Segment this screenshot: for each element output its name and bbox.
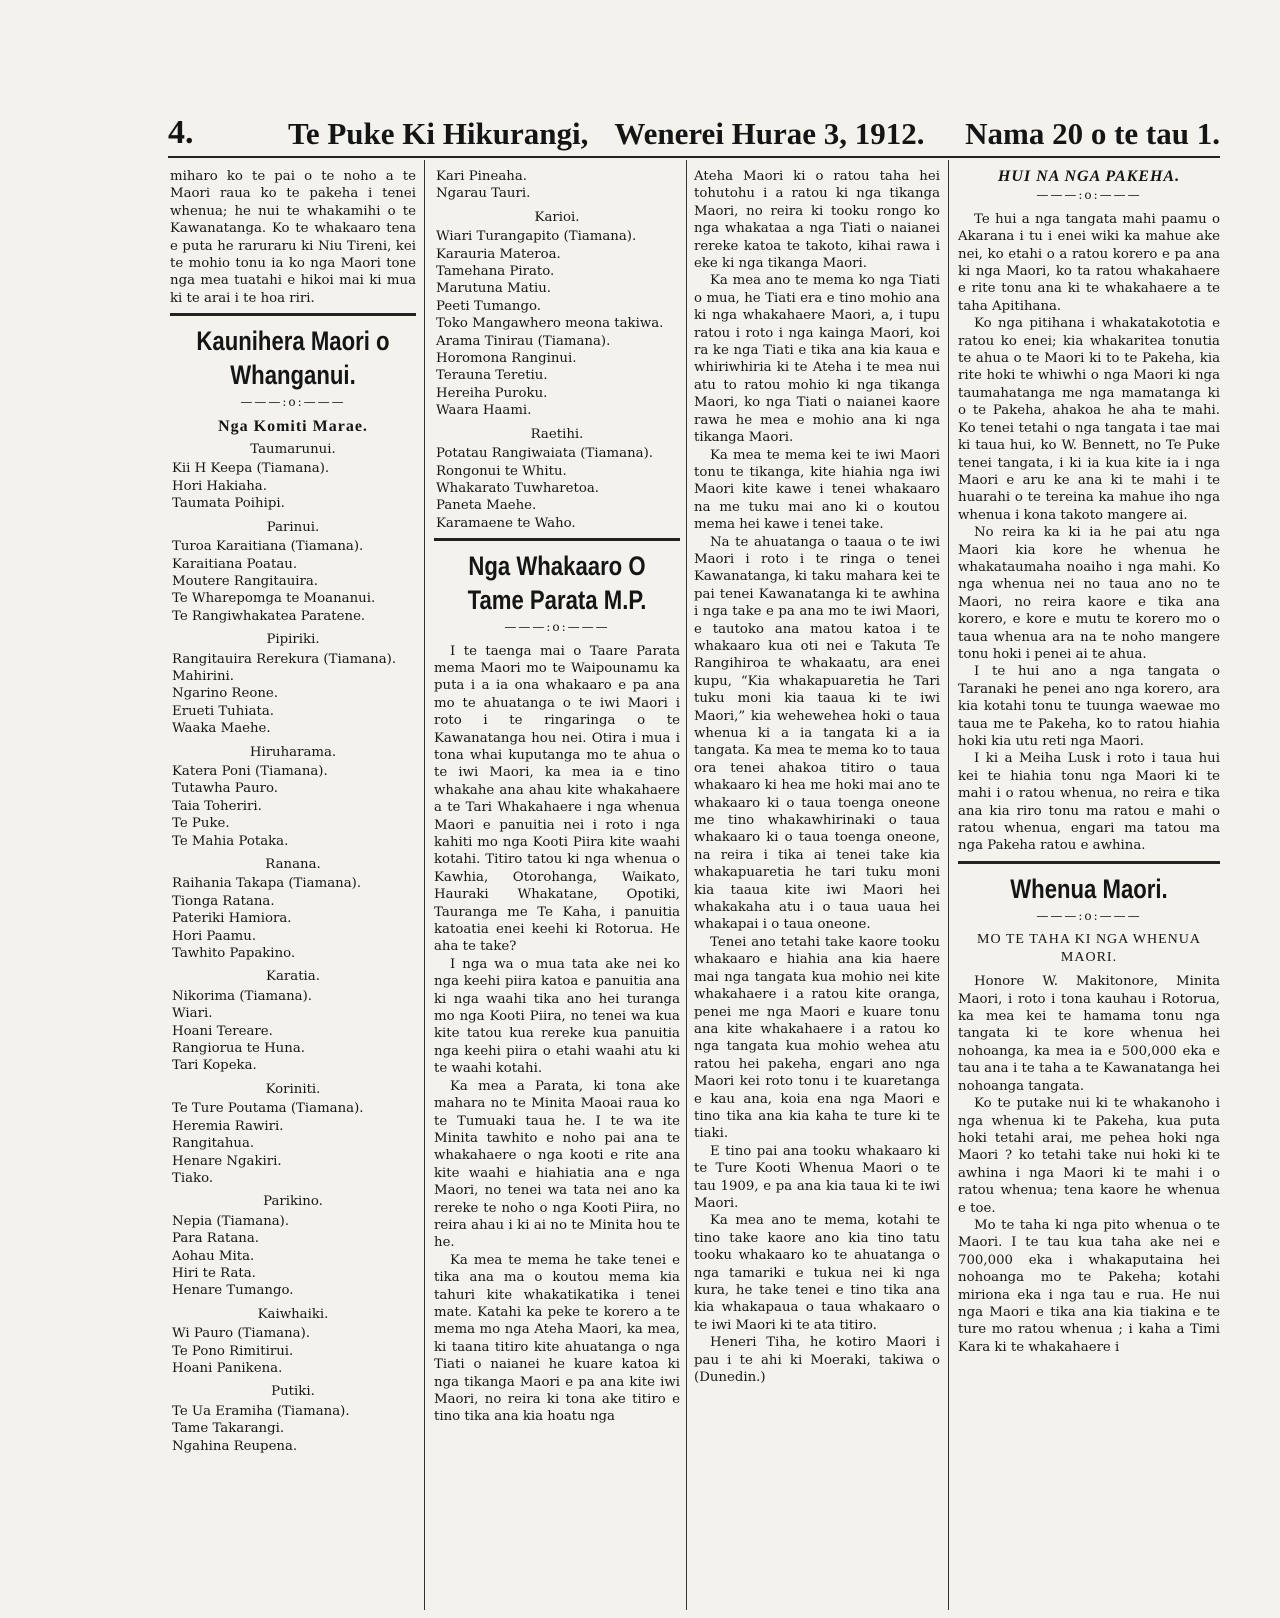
committee-member: Toko Mangawhero meona takiwa. <box>436 316 664 332</box>
committee-member: Hoani Tereare. <box>172 1023 273 1039</box>
committee-member: Moutere Rangitauira. <box>172 573 319 589</box>
masthead <box>168 106 1220 152</box>
committee-list <box>434 209 680 532</box>
committee-member: Ngarino Reone. <box>172 686 279 702</box>
committee-member: Henare Tumango. <box>172 1283 294 1299</box>
separator: ———:o:——— <box>1036 188 1142 203</box>
region-heading: Putiki. <box>271 1384 315 1400</box>
paragraph: I te hui ano a nga tangata o Taranaki he penei ano nga korero, ara kia kotahi tonu te tuunga waewae mo taua me te Pakeha, ko to ratou hiahia hoki kia utu reti nga Maori. <box>958 664 1220 749</box>
committee-member: Waara Haami. <box>436 403 532 419</box>
committee-member: Wi Pauro (Tiamana). <box>172 1326 311 1342</box>
committee-member: Te Rangiwhakatea Paratene. <box>172 608 366 624</box>
committee-member: Arama Tinirau (Tiamana). <box>436 333 611 349</box>
paragraph: Honore W. Makitonore, Minita Maori, i roto i tona kauhau i Rotorua, ka mea kei te hamama tonu nga tangata ki te kore whenua hei nohoanga, ka mea ia e 500,000 eka e tau ana i te taha a te Kawanatanga hei nohoanga tangata. <box>958 974 1220 1094</box>
committee-member: Hori Paamu. <box>172 928 257 944</box>
region-heading: Parikino. <box>263 1194 323 1210</box>
committee-member: Rongonui te Whitu. <box>436 463 567 479</box>
committee-member: Rangitahua. <box>172 1136 255 1152</box>
committee-member: Kii H Keepa (Tiamana). <box>172 461 330 477</box>
committee-member: Hoani Panikena. <box>172 1360 283 1376</box>
committee-member: Raihania Takapa (Tiamana). <box>172 876 362 892</box>
committee-member: Henare Ngakiri. <box>172 1153 282 1169</box>
column-divider <box>686 160 687 1610</box>
region-heading: Karatia. <box>266 969 320 985</box>
paragraph: Ko te putake nui ki te whakanoho i nga whenua ki te Pakeha, kua puta hoki tetahi arai, me pehea hoki nga Maori ? ko tetahi take nui hoki ki te awhina i nga Maori ki te mahi i o ratou whenua; tena kaore he whenua e toe. <box>958 1096 1220 1216</box>
region-heading: Taumarunui. <box>250 442 336 458</box>
region-heading: Hiruharama. <box>249 744 337 760</box>
committee-member: Nepia (Tiamana). <box>172 1213 290 1229</box>
article-heading: Kaunihera Maori o Whanganui. <box>196 326 390 391</box>
committee-member: Terauna Teretiu. <box>436 368 548 384</box>
committee-member: Te Ua Eramiha (Tiamana). <box>172 1403 350 1419</box>
committee-member: Pateriki Hamiora. <box>172 911 292 927</box>
committee-member: Hiri te Rata. <box>172 1265 256 1281</box>
paragraph: Ka mea te mema kei te iwi Maori tonu te tikanga, kite hiahia nga iwi Maori kite kawe i tenei whakaaro na me tuku mai ano ki o koutou mema hei kawe i tenei take. <box>694 447 940 533</box>
issue-date: Wenerei Hurae 3, 1912. <box>614 116 925 151</box>
region-heading: Karioi. <box>534 209 580 225</box>
committee-member: Tame Takarangi. <box>172 1421 285 1437</box>
column-2 <box>434 168 680 1608</box>
committee-member: Taumata Poihipi. <box>172 496 285 512</box>
column-4 <box>958 168 1220 1608</box>
paragraph: Ko nga pitihana i whakatakototia e ratou ko enei; kia whakaritea tonutia te ahua o te Maori ki to te Pakeha, kia rite hoki te whiwhi o nga Maori ki nga taumahatanga me nga mamatanga ki o te Pakeha, ahakoa he aha te mahi. Ko tenei tetahi o nga tangata i tae mai ki taua hui, ko W. Bennett, no Te Puke tenei tangata, i ki ia kua kite ia i nga Maori e aru ke ana ki te mahi i te huarahi o te tereina ka mahue iho nga whenua i kona takoto mangere ai. <box>958 316 1220 523</box>
committee-member: Ngarau Tauri. <box>436 186 531 202</box>
region-heading: Pipiriki. <box>266 632 320 648</box>
paragraph: I nga wa o mua tata ake nei ko nga keehi piira katoa e panuitia ana ki nga waahi tika ano hei turanga mo nga Kooti Piira, no tenei wa kua kite tatou kua rereke kua panuitia nga keehi piira o etahi waahi atu ki te waahi kotahi. <box>434 956 680 1077</box>
committee-member: Mahirini. <box>172 668 235 684</box>
committee-member: Paneta Maehe. <box>436 498 537 514</box>
paragraph: Ka mea ano te mema ko nga Tiati o mua, he Tiati era e tino mohio ana ki nga whakahaere Maori, a, i tupu ratou i roto i nga kainga Maori, koi ra ke nga Tiati e tika ana kia kaua e whiriwhiria ki te Ateha i te mea nui atu to ratou mohio ki nga tikanga Maori, ko nga Tiati o naianei kaore rawa he mea e mohio ana ki nga tikanga Maori. <box>694 273 940 446</box>
committee-member: Te Mahia Potaka. <box>172 833 289 849</box>
article-text: miharo ko te pai o te noho a te Maori raua ko te pakeha i tenei whenua; he nui te whakamihi o te Kawanatanga. Ko te whakaaro tena e puta he raruraru ki Niu Tireni, kei te mohio tonu ia ko nga Maori tone nga mea tuatahi e hikoi mai ki mua ki te arai i te hoa riri. <box>170 169 416 306</box>
article-subheading: MO TE TAHA KI NGA WHENUA MAORI. <box>977 932 1201 966</box>
masthead-rule <box>168 156 1220 158</box>
newspaper-title: Te Puke Ki Hikurangi, <box>288 116 589 151</box>
committee-member: Rangiorua te Huna. <box>172 1041 305 1057</box>
committee-member: Wiari. <box>172 1006 213 1022</box>
region-heading: Ranana. <box>265 857 321 872</box>
paragraph: Ka mea te mema he take tenei e tika ana ma o koutou mema kia tahuri kite whakatikatika i tenei mate. Katahi ka peke te korero a te mema mo nga Ateha Maori, ka mea, ki taana titiro kite ahuatanga o nga Tiati o naianei he kuare katoa ki nga tikanga Maori e pa ana kite iwi Maori, no reira ki tona ake titiro e tino tika ana kia hoatu nga <box>434 1252 680 1425</box>
committee-member: Waaka Maehe. <box>172 721 271 737</box>
committee-member: Karauria Materoa. <box>436 246 561 262</box>
paragraph: Heneri Tiha, he kotiro Maori i pau i te ahi ki Moeraki, takiwa o (Dunedin.) <box>694 1335 940 1386</box>
region-heading: Koriniti. <box>265 1081 321 1097</box>
article-body <box>958 211 1220 855</box>
committee-member: Horomona Ranginui. <box>436 351 577 367</box>
committee-member: Karamaene te Waho. <box>436 515 576 531</box>
paragraph: Ateha Maori ki o ratou taha hei tohutohu i a ratou ki nga tikanga Maori, no reira ki tooku rongo ko nga whakataa a nga Tiati o naianei rereke katoa te takoto, kihai rawa i eke ki nga tikanga Maori. <box>694 169 940 272</box>
article-body <box>434 643 680 1426</box>
committee-member: Te Wharepomga te Moananui. <box>172 591 376 607</box>
committee-member: Peeti Tumango. <box>436 298 541 314</box>
paragraph: I ki a Meiha Lusk i roto i taua hui kei te hiahia tonu nga Maori ki te mahi i o ratou whenua, no reira e tika ana kia riro tonu ma ratou e mahi o ratou whenua, engari ma tatou ma nga Pakeha ratou e awhina. <box>958 751 1220 854</box>
committee-member: Tiako. <box>172 1170 214 1186</box>
column-1 <box>170 168 416 1608</box>
article-body <box>958 973 1220 1356</box>
separator: ———:o:——— <box>1036 908 1142 923</box>
paragraph: Mo te taha ki nga pito whenua o te Maori. I te tau kua taha ake nei e 700,000 eka i whakaputaina hei nohoanga mo te Pakeha; kotahi miriona eka i nga tau e rua. He nui nga Maori e tika ana kia tiakina e te ture mo ratou whenua ; i kaha a Timi Kara ki te whakahaere i <box>958 1217 1220 1355</box>
committee-member: Tutawha Pauro. <box>172 781 278 797</box>
committee-list <box>170 441 416 1455</box>
committee-member: Wiari Turangapito (Tiamana). <box>436 229 637 245</box>
separator: ———:o:——— <box>504 620 610 635</box>
paragraph: Ka mea a Parata, ki tona ake mahara no te Minita Maoai raua ko te Tumuaki taua he. I te wa ite Minita tawhito e noho pai ana te whakahaere o nga kooti e rite ana kite waahi e hiahiatia ana e nga Maori, no tenei wa tata nei ano ka rereke te noho o nga Kooti Piira, no reira ahau i ki ai no te Minita hou te he. <box>434 1078 680 1251</box>
committee-member: Tawhito Papakino. <box>172 946 296 962</box>
committee-member: Kari Pineaha. <box>436 169 527 184</box>
column-3 <box>694 168 940 1608</box>
paragraph: Tenei ano tetahi take kaore tooku whakaaro e hiahia ana kia haere mai nga tangata kua mohio nei kite whakahaere i a ratou kite oranga, penei me nga Maori e kuare tonu ana kite whakahaere i a ratou ko nga tangata kua mohio wehea atu ratou hei pakeha, engari ano nga Maori kei roto tonu i te kuaretanga e kau ana, koia ena nga Maori e tino tika ana kia kaha te ture ki te tiaki. <box>694 934 940 1142</box>
region-heading: Raetihi. <box>530 426 584 442</box>
committee-member: Heremia Rawiri. <box>172 1118 284 1134</box>
committee-member: Tionga Ratana. <box>172 893 275 909</box>
committee-member: Potatau Rangiwaiata (Tiamana). <box>436 446 653 462</box>
section-rule <box>170 313 416 316</box>
article-heading: HUI NA NGA PAKEHA. <box>997 168 1181 185</box>
committee-member: Para Ratana. <box>172 1231 260 1247</box>
page-number: 4. <box>168 114 194 151</box>
committee-member: Hereiha Puroku. <box>436 385 548 401</box>
committee-member: Hori Hakiaha. <box>172 478 267 494</box>
committee-member: Erueti Tuhiata. <box>172 703 274 719</box>
paragraph: E tino pai ana tooku whakaaro ki te Ture Kooti Whenua Maori o te tau 1909, e pa ana kia taua ki te iwi Maori. <box>694 1143 940 1211</box>
article-subheading: Nga Komiti Marae. <box>218 417 368 435</box>
committee-member: Karaitiana Poatau. <box>172 556 298 572</box>
paragraph: Ka mea ano te mema, kotahi te tino take kaore ano kia tino tatu tooku whakaaro ko te ahuatanga o nga tamariki e tukua nei ki nga kura, he take tenei e tino tika ana kia whakapaua o taua whakaaro o te iwi Maori ki te ata titiro. <box>694 1213 940 1333</box>
column-divider <box>948 160 949 1610</box>
issue-number: Nama 20 o te tau 1. <box>965 116 1220 151</box>
committee-member: Ngahina Reupena. <box>172 1438 298 1454</box>
committee-member: Rangitauira Rerekura (Tiamana). <box>172 651 397 667</box>
paragraph: No reira ka ki ia he pai atu nga Maori kia kore he whenua he whakataumaha noaiho i nga mahi. Ko nga whenua nei no taua ano no te Maori, no reira kaore e tika ana korero, e kore e mutu te korero mo o taua whenua ara na te noho mangere tonu hoki i penei ai te ahua. <box>958 525 1220 662</box>
section-rule <box>958 861 1220 864</box>
article-body <box>694 168 940 1386</box>
committee-member: Aohau Mita. <box>172 1248 255 1264</box>
committee-member: Te Puke. <box>172 816 230 832</box>
committee-member: Te Pono Rimitirui. <box>172 1343 294 1359</box>
committee-member: Tamehana Pirato. <box>436 264 555 280</box>
committee-member: Nikorima (Tiamana). <box>172 988 313 1004</box>
committee-member: Tari Kopeka. <box>172 1058 257 1074</box>
region-heading: Parinui. <box>266 519 320 535</box>
committee-member: Marutuna Matiu. <box>436 281 552 297</box>
paragraph: I te taenga mai o Taare Parata mema Maori mo te Waipounamu ka puta i a ia ona whakaaro e pa ana mo te ahuatanga o te iwi Maori i roto i te ringaringa o te Kawanatanga hou nei. Otira i mua i tona whai kuputanga mo te ahua o te iwi Maori, ka mea ia e tino whakahe ana ahau kite whakahaere a te Tari Whakahaere i nga whenua Maori e panuitia nei i roto i nga kahiti mo nga Kooti Piira kite waahi kotahi. Titiro tatou ki nga whenua o Kawhia, Otorohanga, Waikato, Hauraki Whakatane, Opotiki, Tauranga me Te Kaha, i panuitia katoatia enei keehi ki Rotorua. He aha te take? <box>434 643 680 955</box>
committee-member: Katera Poni (Tiamana). <box>172 763 328 779</box>
article-heading: Nga Whakaaro O Tame Parata M.P. <box>467 551 647 616</box>
committee-member: Turoa Karaitiana (Tiamana). <box>172 539 364 555</box>
paragraph: Na te ahuatanga o taaua o te iwi Maori i roto i te ringa o tenei Kawanatanga, ki taku mahara kei te pai tenei Kawanatanga ki te awhina i nga take e pa ana mo te iwi Maori, e tautoko ana matou katoa i te whakaaro kua oti nei e Takuta Te Rangihiroa te whakaatu, ara enei kupu, “Kia whakapuaretia he Tari tuku moni kia taaua ki te iwi Maori,” kia wehewehea hoki o taua whenua ki a ia tangata ki a ia tangata. Ka mea te mema ko to taua ora tenei ahakoa titiro o taua whakaaro ki hea me hoki mai ano te whakaaro ki o taua toenga oneone me tino whakawhirinaki o taua whakaaro ki o taua toenga oneone, na reira i tika ai tenei take kia whakapuaretia he tari tuku moni kia taaua kite iwi Maori hei whakakaha atu i o taua uaua hei whakapai i o taua oneone. <box>694 534 940 933</box>
separator: ———:o:——— <box>240 395 346 410</box>
article-heading: Whenua Maori. <box>1010 873 1168 904</box>
paragraph: Te hui a nga tangata mahi paamu o Akarana i tu i enei wiki ka mahue ake nei, ko etahi o a ratou korero e pa ana ki nga Maori, ko ta ratou whakahaere e rite tonu ana ki te whakahaere a te taha Apitihana. <box>958 211 1220 314</box>
committee-member: Te Ture Poutama (Tiamana). <box>172 1101 364 1117</box>
committee-member: Taia Toheriri. <box>172 798 262 814</box>
committee-list-continued <box>434 168 680 203</box>
region-heading: Kaiwhaiki. <box>257 1306 329 1322</box>
column-divider <box>424 160 425 1610</box>
committee-member: Whakarato Tuwharetoa. <box>436 480 600 496</box>
section-rule <box>434 538 680 541</box>
